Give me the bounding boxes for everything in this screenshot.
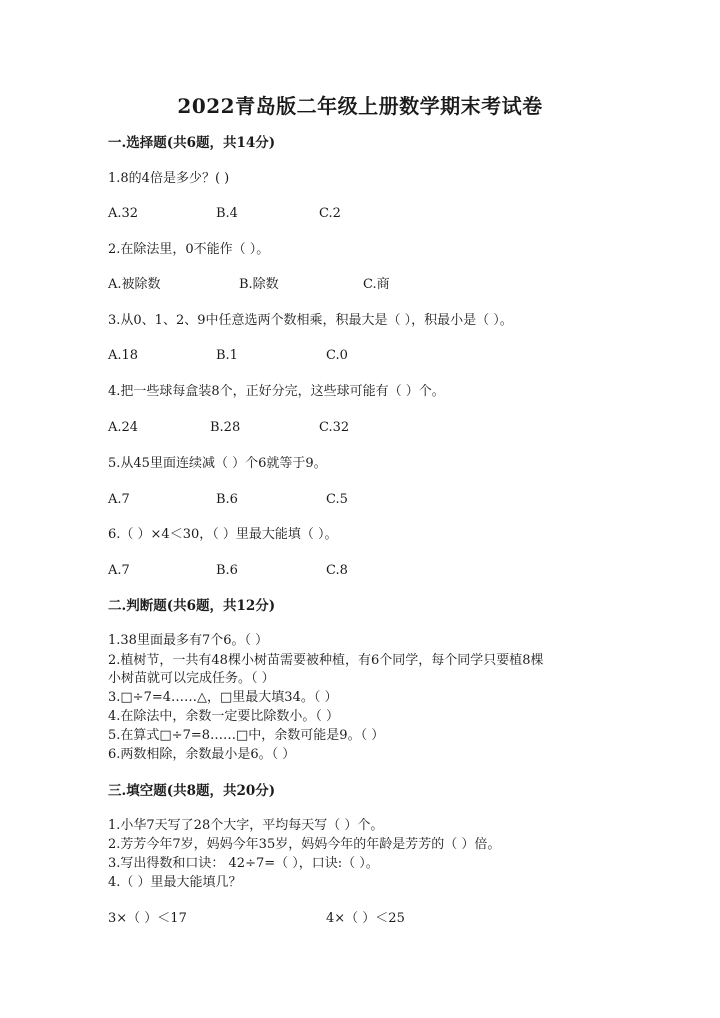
option-b: B.1 [216,348,238,363]
judgement-line: 小树苗就可以完成任务。（ ） [108,671,275,686]
option-c: C.8 [326,563,348,578]
question-1: 1.8的4倍是多少？( ) [108,171,230,186]
options-1 [108,205,628,223]
option-a: A.被除数 [108,277,161,292]
question-6: 6.（ ）×4＜30，（ ）里最大能填（ ）。 [108,527,338,542]
judgement-line: 2.植树节，一共有48棵小树苗需要被种植，有6个同学，每个同学只要植8棵 [108,653,544,668]
option-a: A.7 [108,563,130,578]
section-heading-choice: 一.选择题(共6题，共14分) [108,135,276,151]
judgement-line: 3.□÷7=4……△，□里最大填34。（ ） [108,690,338,705]
option-a: A.7 [108,492,130,507]
question-2: 2.在除法里，0不能作（ ）。 [108,242,270,257]
question-3: 3.从0、1、2、9中任意选两个数相乘，积最大是（ ），积最小是（ ）。 [108,313,513,328]
option-a: A.24 [108,420,139,435]
options-2 [108,276,628,294]
option-a: A.18 [108,348,139,363]
judgement-line: 5.在算式□÷7=8……□中，余数可能是9。（ ） [108,728,385,743]
option-c: C.5 [326,492,348,507]
expression: 3×（ ）＜17 [108,911,187,926]
option-b: B.4 [216,206,238,221]
expression: 4×（ ）＜25 [326,911,405,926]
option-c: C.0 [326,348,348,363]
section-heading-judgement: 二.判断题(共6题，共12分) [108,598,276,614]
options-6 [108,562,628,580]
option-c: C.商 [363,277,390,292]
option-c: C.32 [319,420,350,435]
fill-line: 1.小华7天写了28个大字，平均每天写（ ）个。 [108,818,384,833]
option-b: B.除数 [239,277,279,292]
option-b: B.6 [216,563,238,578]
fill-line: 3.写出得数和口诀： 42÷7=（ ），口诀:（ ）。 [108,856,379,871]
page-title: 2022青岛版二年级上册数学期末考试卷 [177,94,543,118]
section-heading-fill: 三.填空题(共8题，共20分) [108,783,276,799]
fill-expressions [108,910,628,928]
fill-line: 2.芳芳今年7岁，妈妈今年35岁，妈妈今年的年龄是芳芳的（ ）倍。 [108,837,501,852]
question-4: 4.把一些球每盒装8个，正好分完，这些球可能有（ ）个。 [108,384,445,399]
options-3 [108,347,628,365]
options-5 [108,491,628,509]
option-c: C.2 [319,206,341,221]
option-a: A.32 [108,206,139,221]
question-5: 5.从45里面连续减（ ）个6就等于9。 [108,456,327,471]
fill-line: 4.（ ）里最大能填几？ [108,875,242,890]
options-4 [108,419,628,437]
judgement-line: 1.38里面最多有7个6。（ ） [108,633,269,648]
option-b: B.28 [210,420,241,435]
option-b: B.6 [216,492,238,507]
judgement-line: 4.在除法中，余数一定要比除数小。（ ） [108,709,340,724]
judgement-line: 6.两数相除，余数最小是6。（ ） [108,747,296,762]
